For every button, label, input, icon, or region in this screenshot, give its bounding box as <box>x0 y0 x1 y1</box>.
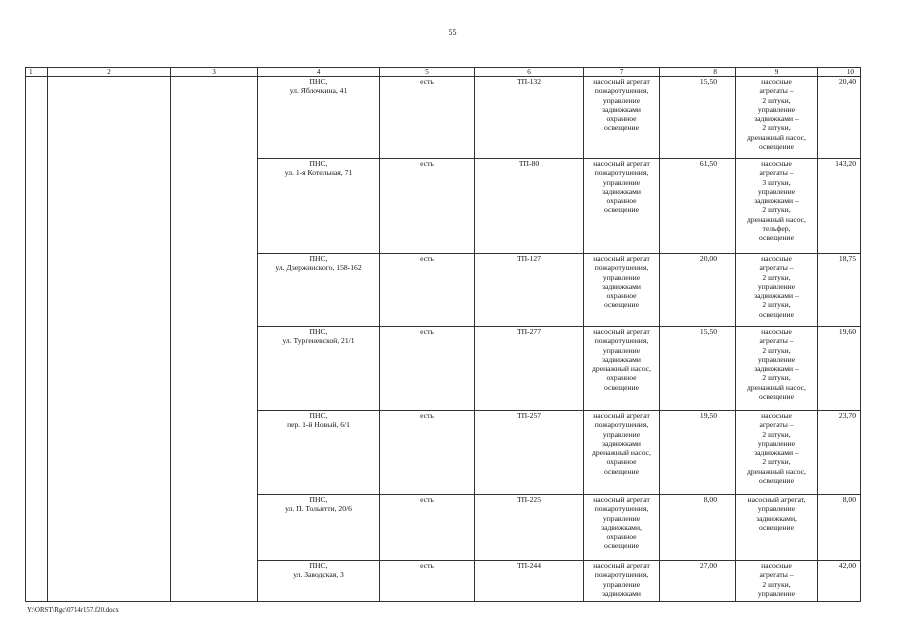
consumers-list-cell <box>736 495 818 561</box>
cell-line: насосные <box>761 77 792 86</box>
cell-line: управление <box>757 281 796 291</box>
cell-line: управление <box>602 429 641 439</box>
station-name-cell <box>258 159 380 254</box>
cell-line: ул. 1-я Котельная, 71 <box>284 168 353 178</box>
cell-line: агрегаты – <box>759 86 794 96</box>
availability-cell: есть <box>380 495 475 561</box>
cell-line: пожаротушения, <box>594 168 649 178</box>
cell-line: дренажный насос, <box>747 466 806 476</box>
cell-line: управление <box>757 504 796 514</box>
consumers-list-cell <box>736 561 818 602</box>
availability-cell: есть <box>380 77 475 159</box>
cell-line: охранное <box>606 114 637 124</box>
consumers-list-cell <box>736 327 818 411</box>
cell-line: 2 штуки, <box>762 95 791 105</box>
cell-line: управление <box>602 579 641 589</box>
cell-line: агрегаты – <box>759 168 794 178</box>
page-number: 55 <box>448 28 457 37</box>
cell-line: пожаротушения, <box>594 336 649 346</box>
empty-cell <box>26 411 48 495</box>
cell-line: 2 штуки, <box>762 345 791 355</box>
table-row <box>26 495 861 561</box>
table-row <box>26 159 861 254</box>
power-value-cell: 20,00 <box>660 254 736 327</box>
empty-cell <box>48 77 171 159</box>
cell-line: задвижками <box>602 186 641 196</box>
substation-cell: ТП-127 <box>475 254 584 327</box>
equipment-list-cell <box>584 561 660 602</box>
cell-line: задвижками <box>602 104 641 114</box>
cell-line: насосные <box>761 254 792 263</box>
cell-line: тельфер, <box>762 224 791 234</box>
cell-line: управление <box>602 95 641 105</box>
cell-line: ПНС, <box>309 561 328 570</box>
equipment-list-cell <box>584 77 660 159</box>
cell-line: освещение <box>604 466 639 476</box>
cell-line: насосные <box>761 327 792 336</box>
cell-line: освещение <box>604 382 639 392</box>
cell-line: задвижками, <box>756 513 797 523</box>
cell-line: управление <box>757 104 796 114</box>
empty-cell <box>171 495 258 561</box>
substation-cell: ТП-257 <box>475 411 584 495</box>
table-row <box>26 77 861 159</box>
cell-line: охранное <box>606 196 637 206</box>
cell-line: задвижками – <box>754 291 799 301</box>
cell-line: насосные <box>761 159 792 168</box>
cell-line: освещение <box>759 142 794 152</box>
equipment-list-cell <box>584 327 660 411</box>
empty-cell <box>26 495 48 561</box>
cell-line: насосный агрегат <box>593 561 650 570</box>
empty-cell <box>26 254 48 327</box>
empty-cell <box>26 561 48 602</box>
column-number-cell: 1 <box>26 68 48 77</box>
cell-line: задвижками – <box>754 364 799 374</box>
cell-line: управление <box>602 345 641 355</box>
cell-line: управление <box>602 177 641 187</box>
cell-line: ПНС, <box>309 411 328 420</box>
cell-line: 3 штуки, <box>762 177 791 187</box>
table-row <box>26 411 861 495</box>
cell-line: насосный агрегат, <box>747 495 806 504</box>
station-name-cell <box>258 254 380 327</box>
total-value-cell: 20,40 <box>818 77 861 159</box>
cell-line: задвижками – <box>754 448 799 458</box>
power-value-cell: 8,00 <box>660 495 736 561</box>
cell-line: агрегаты – <box>759 263 794 273</box>
cell-line: дренажный насос, <box>747 382 806 392</box>
cell-line: ул. П. Тольятти, 20/6 <box>285 504 352 514</box>
column-number-cell: 6 <box>475 68 584 77</box>
empty-cell <box>48 159 171 254</box>
empty-cell <box>171 159 258 254</box>
cell-line: освещение <box>759 392 794 402</box>
cell-line: пер. 1-й Новый, 6/1 <box>287 420 350 430</box>
cell-line: ПНС, <box>309 327 328 336</box>
total-value-cell: 8,00 <box>818 495 861 561</box>
cell-line: пожаротушения, <box>594 86 649 96</box>
empty-cell <box>48 495 171 561</box>
availability-cell: есть <box>380 327 475 411</box>
station-name-cell <box>258 77 380 159</box>
total-value-cell: 143,20 <box>818 159 861 254</box>
cell-line: задвижками <box>602 354 641 364</box>
cell-line: 2 штуки, <box>762 272 791 282</box>
cell-line: насосный агрегат <box>593 254 650 263</box>
cell-line: освещение <box>759 476 794 486</box>
cell-line: 2 штуки, <box>762 457 791 467</box>
column-number-cell: 8 <box>660 68 736 77</box>
total-value-cell: 42,00 <box>818 561 861 602</box>
cell-line: пожаротушения, <box>594 570 649 580</box>
cell-line: ул. Дзержинского, 158-162 <box>275 263 362 273</box>
cell-line: задвижками <box>602 588 641 598</box>
empty-cell <box>48 411 171 495</box>
cell-line: управление <box>757 186 796 196</box>
column-number-cell: 2 <box>48 68 171 77</box>
table-row <box>26 327 861 411</box>
cell-line: задвижками <box>602 281 641 291</box>
cell-line: освещение <box>759 522 794 532</box>
cell-line: насосные <box>761 411 792 420</box>
cell-line: 2 штуки, <box>762 205 791 215</box>
availability-cell: есть <box>380 254 475 327</box>
empty-cell <box>171 411 258 495</box>
cell-line: ПНС, <box>309 159 328 168</box>
cell-line: освещение <box>759 309 794 319</box>
column-number-cell: 10 <box>818 68 861 77</box>
cell-line: охранное <box>606 291 637 301</box>
cell-line: 2 штуки, <box>762 300 791 310</box>
cell-line: 2 штуки, <box>762 123 791 133</box>
cell-line: пожаротушения, <box>594 420 649 430</box>
cell-line: насосный агрегат <box>593 77 650 86</box>
total-value-cell: 19,60 <box>818 327 861 411</box>
availability-cell: есть <box>380 159 475 254</box>
equipment-table <box>25 67 861 602</box>
cell-line: освещение <box>604 300 639 310</box>
cell-line: 2 штуки, <box>762 429 791 439</box>
empty-cell <box>171 77 258 159</box>
cell-line: насосный агрегат <box>593 159 650 168</box>
equipment-list-cell <box>584 159 660 254</box>
cell-line: насосный агрегат <box>593 411 650 420</box>
cell-line: пожаротушения, <box>594 504 649 514</box>
availability-cell: есть <box>380 561 475 602</box>
empty-cell <box>26 327 48 411</box>
substation-cell: ТП-277 <box>475 327 584 411</box>
column-number-row <box>26 68 861 77</box>
empty-cell <box>48 327 171 411</box>
cell-line: освещение <box>759 233 794 243</box>
substation-cell: ТП-80 <box>475 159 584 254</box>
equipment-list-cell <box>584 411 660 495</box>
cell-line: агрегаты – <box>759 420 794 430</box>
station-name-cell <box>258 495 380 561</box>
empty-cell <box>26 77 48 159</box>
cell-line: дренажный насос, <box>592 448 651 458</box>
cell-line: ул. Яблочкина, 41 <box>289 86 348 96</box>
cell-line: ПНС, <box>309 77 328 86</box>
cell-line: дренажный насос, <box>592 364 651 374</box>
cell-line: ул. Заводская, 3 <box>293 570 344 580</box>
document-file-path: Y:\ORST\Rgc\0714r157.f20.docx <box>27 607 119 614</box>
total-value-cell: 18,75 <box>818 254 861 327</box>
substation-cell: ТП-225 <box>475 495 584 561</box>
empty-cell <box>171 561 258 602</box>
column-number-cell: 4 <box>258 68 380 77</box>
cell-line: задвижками – <box>754 196 799 206</box>
cell-line: задвижками <box>602 438 641 448</box>
cell-line: управление <box>757 588 796 598</box>
cell-line: ул. Тургеневской, 21/1 <box>282 336 355 346</box>
cell-line: ПНС, <box>309 495 328 504</box>
cell-line: насосный агрегат <box>593 495 650 504</box>
empty-cell <box>48 254 171 327</box>
cell-line: насосные <box>761 561 792 570</box>
cell-line: агрегаты – <box>759 336 794 346</box>
cell-line: задвижками, <box>601 522 642 532</box>
equipment-list-cell <box>584 254 660 327</box>
substation-cell: ТП-244 <box>475 561 584 602</box>
availability-cell: есть <box>380 411 475 495</box>
cell-line: пожаротушения, <box>594 263 649 273</box>
substation-cell: ТП-132 <box>475 77 584 159</box>
power-value-cell: 19,50 <box>660 411 736 495</box>
cell-line: охранное <box>606 532 637 542</box>
cell-line: управление <box>602 513 641 523</box>
station-name-cell <box>258 561 380 602</box>
equipment-list-cell <box>584 495 660 561</box>
empty-cell <box>26 159 48 254</box>
cell-line: ПНС, <box>309 254 328 263</box>
power-value-cell: 27,00 <box>660 561 736 602</box>
cell-line: охранное <box>606 373 637 383</box>
column-number-cell: 9 <box>736 68 818 77</box>
power-value-cell: 15,50 <box>660 77 736 159</box>
cell-line: управление <box>757 438 796 448</box>
power-value-cell: 15,50 <box>660 327 736 411</box>
cell-line: управление <box>602 272 641 282</box>
column-number-cell: 3 <box>171 68 258 77</box>
cell-line: освещение <box>604 541 639 551</box>
station-name-cell <box>258 411 380 495</box>
empty-cell <box>171 254 258 327</box>
cell-line: агрегаты – <box>759 570 794 580</box>
cell-line: 2 штуки, <box>762 373 791 383</box>
empty-cell <box>171 327 258 411</box>
cell-line: насосный агрегат <box>593 327 650 336</box>
cell-line: дренажный насос, <box>747 132 806 142</box>
station-name-cell <box>258 327 380 411</box>
table-row <box>26 254 861 327</box>
cell-line: 2 штуки, <box>762 579 791 589</box>
cell-line: управление <box>757 354 796 364</box>
cell-line: охранное <box>606 457 637 467</box>
cell-line: освещение <box>604 205 639 215</box>
consumers-list-cell <box>736 77 818 159</box>
consumers-list-cell <box>736 411 818 495</box>
cell-line: освещение <box>604 123 639 133</box>
cell-line: задвижками – <box>754 114 799 124</box>
consumers-list-cell <box>736 254 818 327</box>
cell-line: дренажный насос, <box>747 214 806 224</box>
empty-cell <box>48 561 171 602</box>
total-value-cell: 23,70 <box>818 411 861 495</box>
column-number-cell: 5 <box>380 68 475 77</box>
power-value-cell: 61,50 <box>660 159 736 254</box>
table-row <box>26 561 861 602</box>
consumers-list-cell <box>736 159 818 254</box>
column-number-cell: 7 <box>584 68 660 77</box>
